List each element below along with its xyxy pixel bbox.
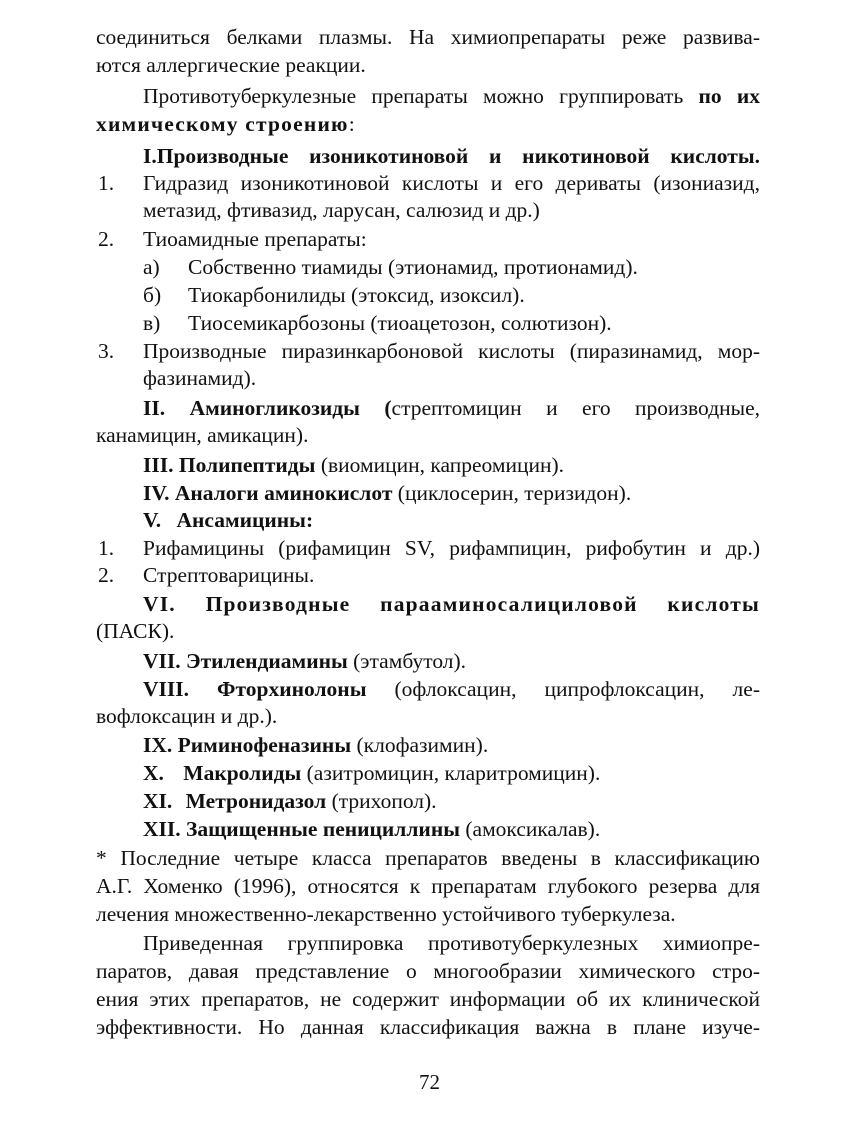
paragraph-line (143, 83, 760, 110)
list-number: 1. (98, 171, 115, 195)
list-item: Стрептоварицины. (143, 563, 315, 587)
list-item: Производные пиразинкарбоновой кислоты (пиразинамид, мор- (143, 339, 760, 363)
list-item: Тиоамидные препараты: (143, 227, 367, 251)
footnote-line: А.Г. Хоменко (1996), относятся к препаратам глубокого резерва для (96, 874, 760, 898)
group-heading: IX. Риминофеназины (клофазимин). (143, 733, 489, 757)
group-heading: X. Макролиды (азитромицин, кларитромицин). (143, 761, 601, 785)
list-number: 1. (98, 536, 115, 560)
footnote-line: * Последние четыре класса препаратов введены в классификацию (96, 846, 760, 870)
group-heading: IV. Аналоги аминокислот (циклосерин, теризидон). (143, 481, 632, 505)
page-number: 72 (419, 1070, 440, 1094)
group-heading: XII. Защищенные пенициллины (амоксикалав). (143, 817, 601, 841)
paragraph-line: ются аллергические реакции. (96, 53, 366, 77)
group-heading: VI. Производные парааминосалициловой кислоты (143, 592, 761, 616)
group-heading: II. Аминогликозиды (стрептомицин и его производные, (143, 396, 760, 420)
list-number: 3. (98, 339, 115, 363)
sublist-item: Тиокарбонилиды (этоксид, изоксил). (188, 283, 525, 307)
paragraph-line: (ПАСК). (96, 619, 175, 643)
sublist-marker: а) (143, 255, 160, 279)
group-heading: VII. Этилендиамины (этамбутол). (143, 649, 467, 673)
list-item: Гидразид изоникотиновой кислоты и его дериваты (изониазид, (143, 171, 760, 195)
group-heading: XI. Метронидазол (трихопол). (143, 789, 437, 813)
sublist-item: Тиосемикарбозоны (тиоацетозон, солютизон). (188, 311, 612, 335)
group-heading: I.Производные изоникотиновой и никотиновой кислоты. (143, 144, 760, 168)
paragraph-line: соединиться белками плазмы. На химиопрепараты реже развива- (96, 25, 760, 49)
group-heading: VIII. Фторхинолоны (офлоксацин, ципрофлоксацин, ле- (143, 677, 760, 701)
paragraph-line: ения этих препаратов, не содержит информации об их клинической (96, 987, 760, 1011)
paragraph-line: канамицин, амикацин). (96, 423, 309, 447)
group-heading: V. Ансамицины: (143, 508, 314, 532)
sublist-marker: б) (143, 283, 162, 307)
list-item: Рифамицины (рифамицин SV, рифампицин, рифобутин и др.) (143, 536, 760, 560)
group-heading: III. Полипептиды (виомицин, капреомицин). (143, 453, 565, 477)
footnote-line: лечения множественно-лекарственно устойчивого туберкулеза. (96, 902, 676, 926)
paragraph-line: Приведенная группировка противотуберкулезных химиопре- (143, 931, 760, 955)
list-item: фазинамид). (143, 366, 257, 390)
bold-text: по их (698, 84, 761, 108)
list-number: 2. (98, 563, 115, 587)
paragraph-line (96, 111, 760, 138)
paragraph-line: вофлоксацин и др.). (96, 704, 278, 728)
bold-text: химическому строению (96, 112, 349, 136)
paragraph-text: : (348, 112, 355, 136)
paragraph-line: паратов, давая представление о многообразии химического стро- (96, 959, 760, 983)
sublist-marker: в) (143, 311, 161, 335)
paragraph-line: эффективности. Но данная классификация важна в плане изуче- (96, 1015, 760, 1039)
list-number: 2. (98, 227, 115, 251)
list-item: метазид, фтивазид, ларусан, салюзид и др.) (143, 198, 540, 222)
sublist-item: Собственно тиамиды (этионамид, протионамид). (188, 255, 638, 279)
paragraph-text: Противотуберкулезные препараты можно группировать (143, 84, 684, 108)
